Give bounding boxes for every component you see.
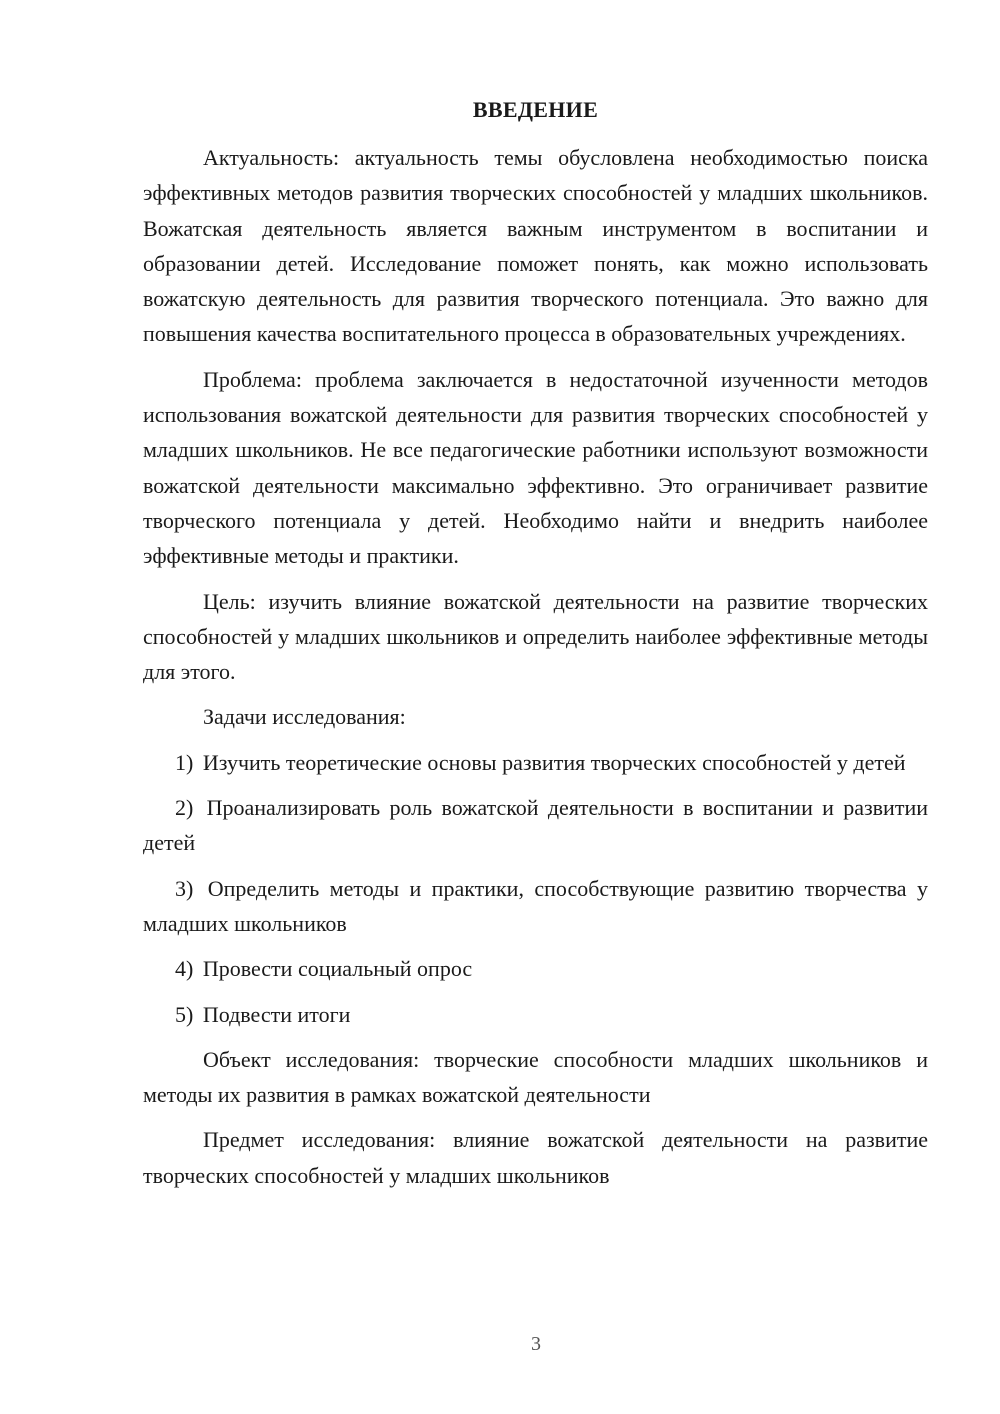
relevance-paragraph: Актуальность: актуальность темы обусловлена необходимостью поиска эффективных методов развития творческих способностей у младших школьников. Вожатская деятельность является важным инструментом в воспитании и образовании детей. Исследование поможет понять, как можно использовать вожатскую деятельность для развития творческого потенциала. Это важно для повышения качества воспитательного процесса в образовательных учреждениях. <box>143 145 928 347</box>
list-item-number: 5) <box>175 1001 194 1027</box>
subject-paragraph: Предмет исследования: влияние вожатской деятельности на развитие творческих способностей у младших школьников <box>143 1127 928 1188</box>
list-item <box>143 790 928 861</box>
list-item-number: 1) <box>175 749 194 775</box>
object-paragraph: Объект исследования: творческие способности младших школьников и методы их развития в рамках вожатской деятельности <box>143 1046 928 1108</box>
list-item-number: 3) <box>175 875 194 901</box>
list-item <box>143 745 928 780</box>
list-item-number: 4) <box>175 956 194 982</box>
page-number: 3 <box>531 1333 541 1355</box>
list-item-number: 2) <box>175 795 194 821</box>
list-item <box>143 951 928 986</box>
list-item-text: Определить методы и практики, способствующие развитию творчества у младших школьников <box>143 875 928 936</box>
section-title: ВВЕДЕНИЕ <box>472 97 599 122</box>
list-item <box>143 997 928 1032</box>
list-item-text: Проанализировать роль вожатской деятельности в воспитании и развитии детей <box>143 795 928 856</box>
tasks-list <box>143 745 928 1032</box>
tasks-heading: Задачи исследования: <box>203 704 406 730</box>
list-item-text: Провести социальный опрос <box>202 956 473 982</box>
goal-paragraph: Цель: изучить влияние вожатской деятельности на развитие творческих способностей у младших школьников и определить наиболее эффективные методы для этого. <box>143 588 928 685</box>
document-page <box>143 92 928 1203</box>
problem-paragraph: Проблема: проблема заключается в недостаточной изученности методов использования вожатской деятельности для развития творческих способностей у младших школьников. Не все педагогические работники используют возможности вожатской деятельности максимально эффективно. Это ограничивает развитие творческого потенциала у детей. Необходимо найти и внедрить наиболее эффективные методы и практики. <box>143 366 928 569</box>
list-item-text: Подвести итоги <box>202 1001 351 1027</box>
list-item-text: Изучить теоретические основы развития творческих способностей у детей <box>202 749 906 775</box>
list-item <box>143 871 928 942</box>
